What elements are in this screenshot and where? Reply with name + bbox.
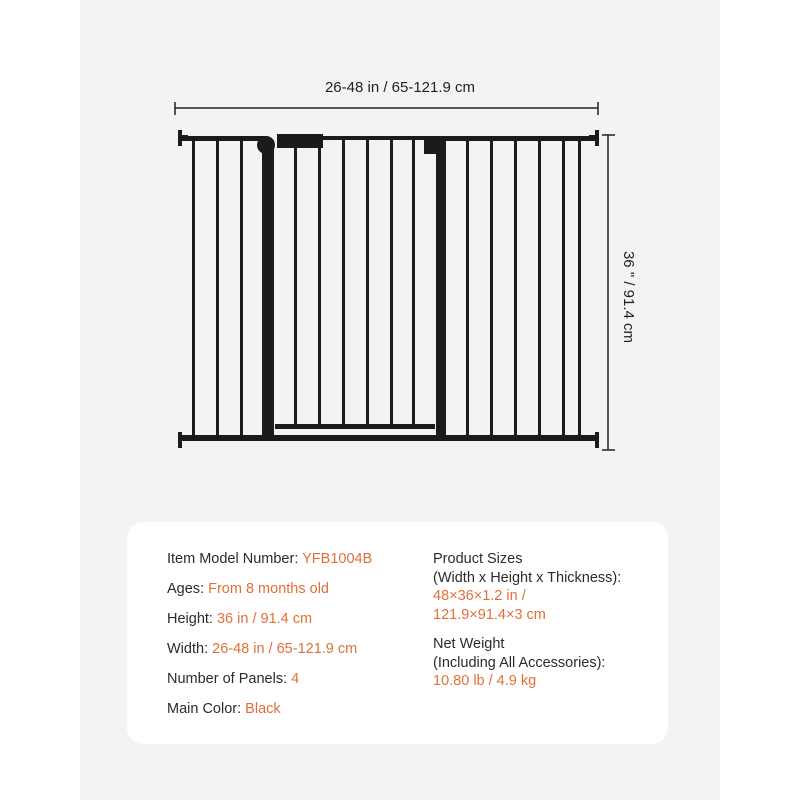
product-sizes-subtitle: (Width x Height x Thickness): bbox=[433, 569, 622, 586]
spec-product-sizes bbox=[433, 550, 621, 624]
spec-label: Ages: bbox=[167, 581, 209, 597]
specs-right-column bbox=[433, 550, 621, 691]
spec-value: 26-48 in / 65-121.9 cm bbox=[212, 641, 358, 657]
spec-value: Black bbox=[245, 701, 281, 717]
spec-color bbox=[167, 700, 372, 730]
gate bbox=[178, 130, 599, 448]
spec-value: 36 in / 91.4 cm bbox=[216, 611, 313, 627]
height-dimension-line bbox=[602, 135, 615, 450]
spec-label: Main Color: bbox=[167, 701, 246, 717]
specs-left-column bbox=[167, 550, 372, 730]
spec-panels bbox=[167, 670, 372, 700]
spec-value: 4 bbox=[291, 671, 300, 687]
net-weight-subtitle: (Including All Accessories): bbox=[433, 654, 606, 671]
spec-model-number bbox=[167, 550, 372, 580]
height-dimension-text: 36 " / 91.4 cm bbox=[620, 250, 637, 344]
spec-height bbox=[167, 610, 372, 640]
spec-label: Height: bbox=[167, 611, 217, 627]
product-sizes-value-1: 48×36×1.2 in / bbox=[433, 588, 526, 604]
spec-ages bbox=[167, 580, 372, 610]
spec-label: Width: bbox=[167, 641, 213, 657]
product-sizes-title: Product Sizes bbox=[433, 551, 523, 567]
spec-label: Item Model Number: bbox=[167, 551, 303, 567]
spec-width bbox=[167, 640, 372, 670]
width-dimension-label: 26-48 in / 65-121.9 cm bbox=[324, 79, 476, 96]
spec-net-weight bbox=[433, 635, 621, 691]
net-weight-title: Net Weight bbox=[433, 636, 505, 652]
specifications-card bbox=[127, 522, 668, 744]
spec-label: Number of Panels: bbox=[167, 671, 292, 687]
net-weight-value: 10.80 lb / 4.9 kg bbox=[433, 673, 537, 689]
product-sizes-value-2: 121.9×91.4×3 cm bbox=[433, 606, 546, 623]
spec-value: From 8 months old bbox=[208, 581, 329, 597]
width-dimension-line bbox=[175, 102, 598, 115]
spec-value: YFB1004B bbox=[302, 551, 373, 567]
